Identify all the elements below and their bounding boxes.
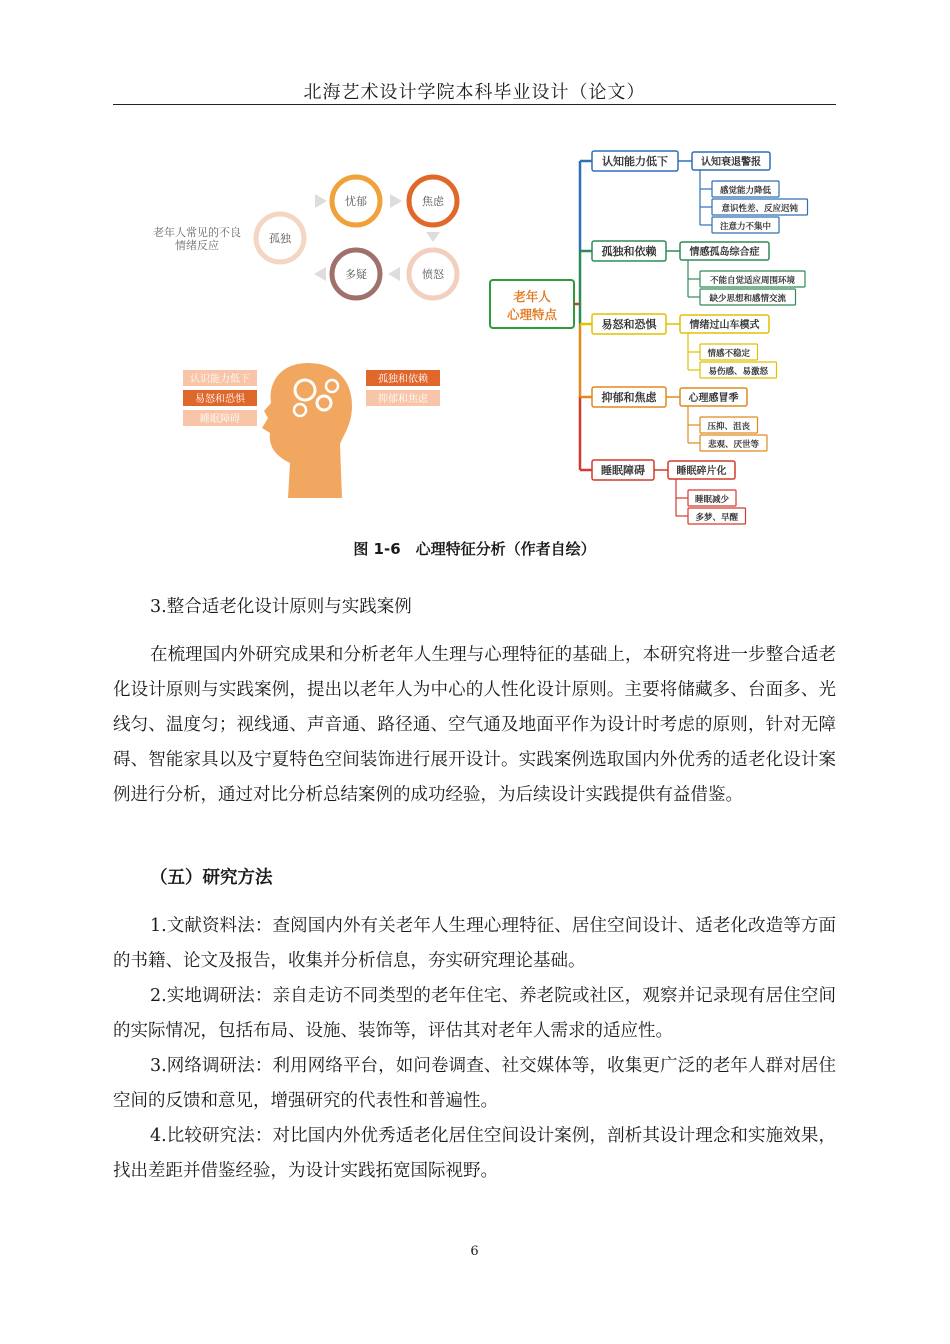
head-illustration [183, 363, 440, 498]
cycle-label-line1: 老年人常见的不良 [153, 226, 241, 239]
method-online-survey: 3.网络调研法：利用网络平台，如问卷调查、社交媒体等，收集更广泛的老年人群对居住空间的反馈和意见，增强研究的代表性和普遍性。 [113, 1056, 836, 1111]
figure-caption: 图 1-6 心理特征分析（作者自绘） [353, 540, 596, 558]
sub-label: 心理感冒季 [688, 393, 739, 404]
head-left-tag-1-label: 认识能力低下 [190, 374, 250, 385]
sub-label: 睡眠碎片化 [676, 466, 727, 477]
cycle-label-line2: 情绪反应 [175, 239, 219, 252]
leaf-label: 悲观、厌世等 [707, 440, 760, 450]
page-header-title: 北海艺术设计学院本科毕业设计（论文） [303, 82, 646, 103]
leaf-label: 不能自觉适应周围环境 [709, 276, 796, 286]
page-number: 6 [470, 1244, 479, 1259]
sub-label: 认知衰退警报 [701, 157, 761, 168]
leaf-label: 多梦、早醒 [695, 513, 739, 523]
leaf-label: 情感不稳定 [707, 349, 751, 359]
mind-map-root-line1: 老年人 [513, 289, 551, 304]
sub-label: 情感孤岛综合症 [689, 247, 760, 258]
emotion-cycle [153, 177, 457, 298]
method-field-survey: 2.实地调研法：亲自走访不同类型的老年住宅、养老院或社区，观察并记录现有居住空间的实际情况，包括布局、设施、装饰等，评估其对老年人需求的适应性。 [113, 986, 836, 1041]
branch-label: 抑郁和焦虑 [601, 391, 657, 404]
method-comparative: 4.比较研究法：对比国内外优秀适老化居住空间设计案例，剖析其设计理念和实施效果，找出差距并借鉴经验，为设计实践拓宽国际视野。 [113, 1126, 836, 1181]
cycle-node-label: 焦虑 [422, 195, 444, 208]
branch-label: 认知能力低下 [602, 155, 668, 168]
header-rule [113, 104, 836, 105]
method-literature: 1.文献资料法：查阅国内外有关老年人生理心理特征、居住空间设计、适老化改造等方面的书籍、论文及报告，收集并分析信息，夯实研究理论基础。 [113, 916, 836, 971]
leaf-label: 易伤感、易激怒 [708, 367, 769, 377]
mind-map-branches [580, 151, 808, 524]
section-subheading-3: 3.整合适老化设计原则与实践案例 [150, 597, 412, 617]
head-left-tag-2-label: 易怒和恐惧 [195, 394, 245, 405]
leaf-label: 感觉能力降低 [719, 186, 772, 196]
leaf-label: 压抑、沮丧 [707, 422, 751, 432]
cycle-node-label: 愤怒 [422, 268, 444, 281]
mind-map [490, 151, 808, 524]
figure-psychology-analysis [140, 128, 840, 528]
cycle-node-label: 孤独 [269, 232, 291, 245]
sub-label: 情绪过山车模式 [689, 320, 760, 331]
leaf-label: 缺少思想和感情交流 [709, 294, 787, 304]
head-right-tag-2-label: 抑郁和焦虑 [378, 394, 428, 405]
leaf-label: 注意力不集中 [719, 222, 772, 232]
branch-label: 孤独和依赖 [601, 245, 657, 258]
head-left-tag-3-label: 睡眠障碍 [200, 414, 240, 425]
branch-label: 睡眠障碍 [601, 464, 645, 477]
leaf-label: 意识性差、反应迟钝 [721, 204, 799, 214]
leaf-label: 睡眠减少 [694, 495, 730, 505]
cycle-node-label: 多疑 [345, 268, 367, 281]
section-heading-methods: （五）研究方法 [150, 868, 273, 888]
mind-map-root-line2: 心理特点 [506, 307, 558, 322]
paragraph-principles: 在梳理国内外研究成果和分析老年人生理与心理特征的基础上，本研究将进一步整合适老化设计原则与实践案例，提出以老年人为中心的人性化设计原则。主要将储藏多、台面多、光线匀、温度匀；视线通、声音通、路径通、空气通及地面平作为设计时考虑的原则，针对无障碍、智能家具以及宁夏特色空间装饰进行展开设计。实践案例选取国内外优秀的适老化设计案例进行分析，通过对比分析总结案例的成功经验，为后续设计实践提供有益借鉴。 [113, 645, 836, 805]
cycle-node-label: 忧郁 [345, 195, 367, 208]
branch-label: 易怒和恐惧 [601, 318, 657, 331]
figure-graphics [140, 128, 840, 528]
head-right-tag-1-label: 孤独和依赖 [378, 374, 428, 385]
